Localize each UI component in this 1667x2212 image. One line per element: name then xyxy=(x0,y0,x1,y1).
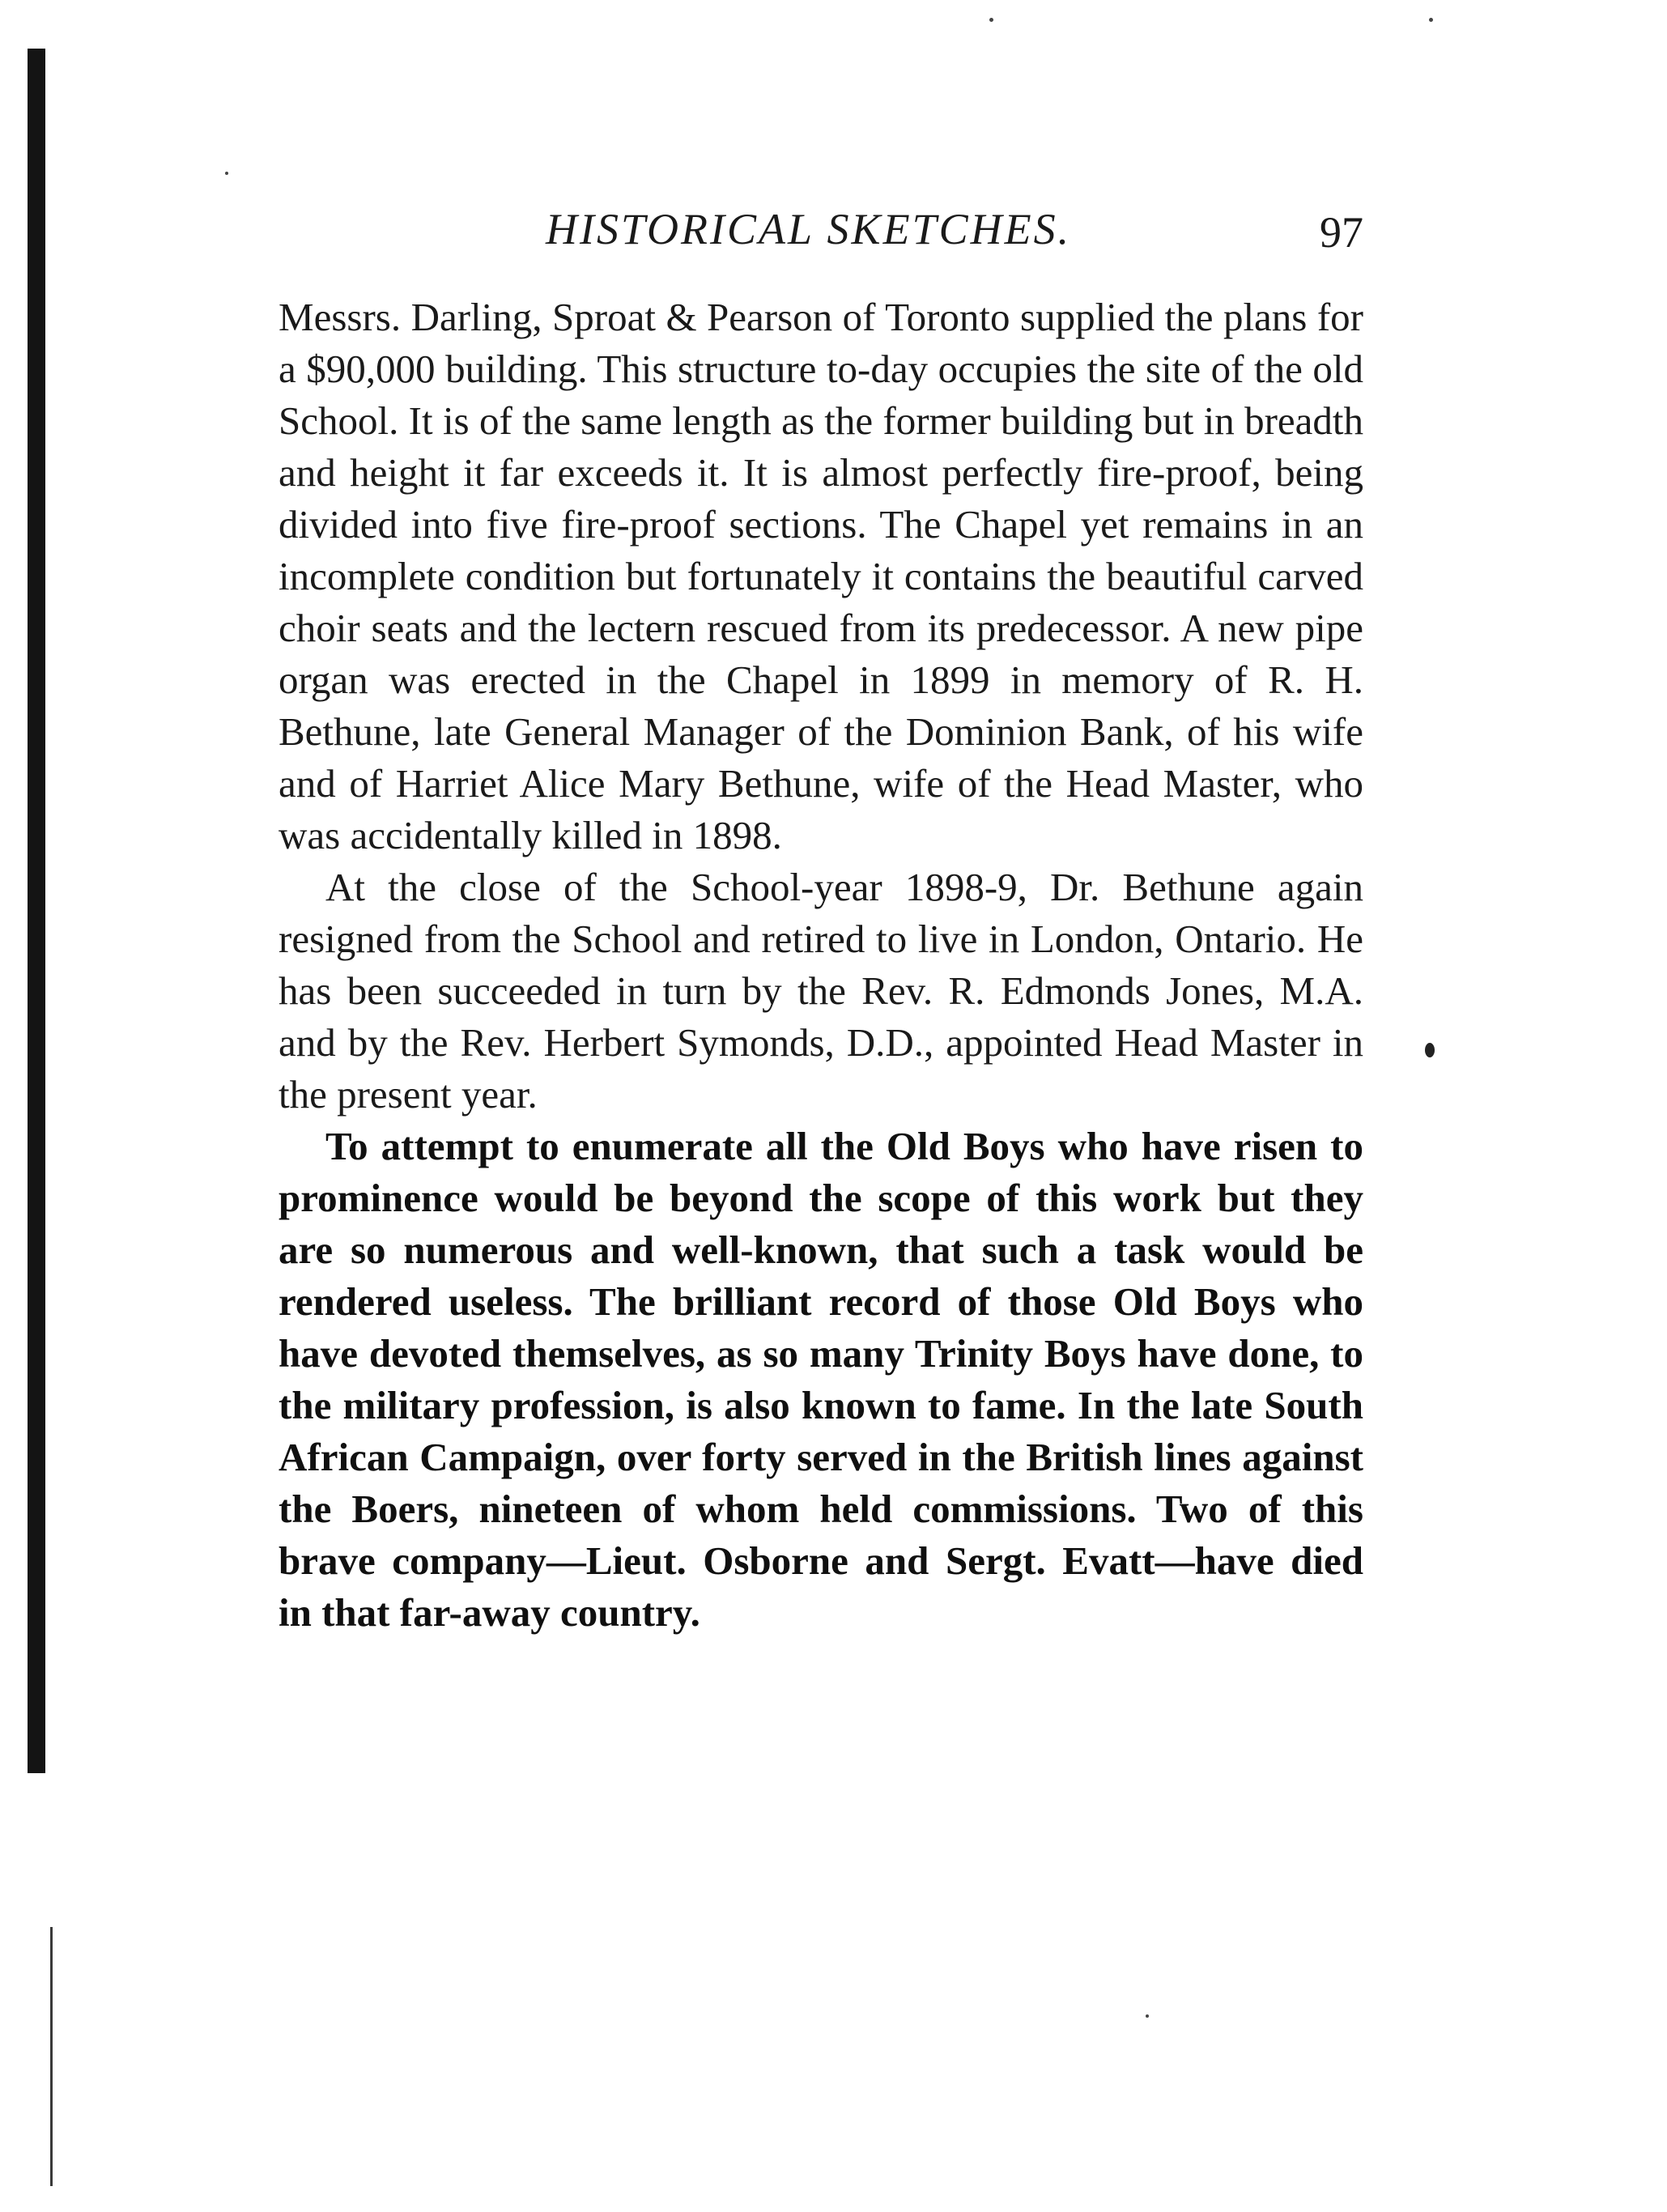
body-text xyxy=(279,291,1363,1639)
paragraph-resignation: At the close of the School-year 1898-9, Dr. Bethune again resigned from the School and retired to live in London, Ontario. He has been succeeded in turn by the Rev. R. Edmonds Jones, M.A. and by the Rev. Herbert Symonds, D.D., appointed Head Master in the present year. xyxy=(279,865,1363,1117)
running-title: HISTORICAL SKETCHES. xyxy=(546,205,1072,253)
binding-edge-line xyxy=(50,1927,53,2186)
binding-edge-shadow xyxy=(28,49,45,1773)
scan-speck xyxy=(1146,2014,1149,2018)
scan-speck xyxy=(989,18,993,22)
page-number: 97 xyxy=(1320,208,1363,257)
page-header xyxy=(279,198,1363,262)
margin-mark xyxy=(1425,1043,1435,1057)
paragraph-building: Messrs. Darling, Sproat & Pearson of Toronto supplied the plans for a $90,000 building. This structure to-day occupies the site of the old School. It is of the same length as the former building but in breadth and height it far exceeds it. It is almost perfectly fire-proof, being divided into five fire-proof sections. The Chapel yet remains in an incomplete condition but fortunately it contains the beautiful carved choir seats and the lectern rescued from its predecessor. A new pipe organ was erected in the Chapel in 1899 in memory of R. H. Bethune, late General Manager of the Dominion Bank, of his wife and of Harriet Alice Mary Bethune, wife of the Head Master, who was accidentally killed in 1898. xyxy=(279,295,1363,857)
scan-speck xyxy=(1429,18,1433,22)
paragraph-old-boys: To attempt to enumerate all the Old Boys who have risen to prominence would be beyond the scope of this work but they are so numerous and well-known, that such a task would be rendered useless. The brilliant record of those Old Boys who have devoted themselves, as so many Trinity Boys have done, to the military profession, is also known to fame. In the late South African Campaign, over forty served in the British lines against the Boers, nineteen of whom held commissions. Two of this brave company—Lieut. Osborne and Sergt. Evatt—have died in that far-away country. xyxy=(279,1124,1363,1635)
scan-speck xyxy=(225,172,228,175)
